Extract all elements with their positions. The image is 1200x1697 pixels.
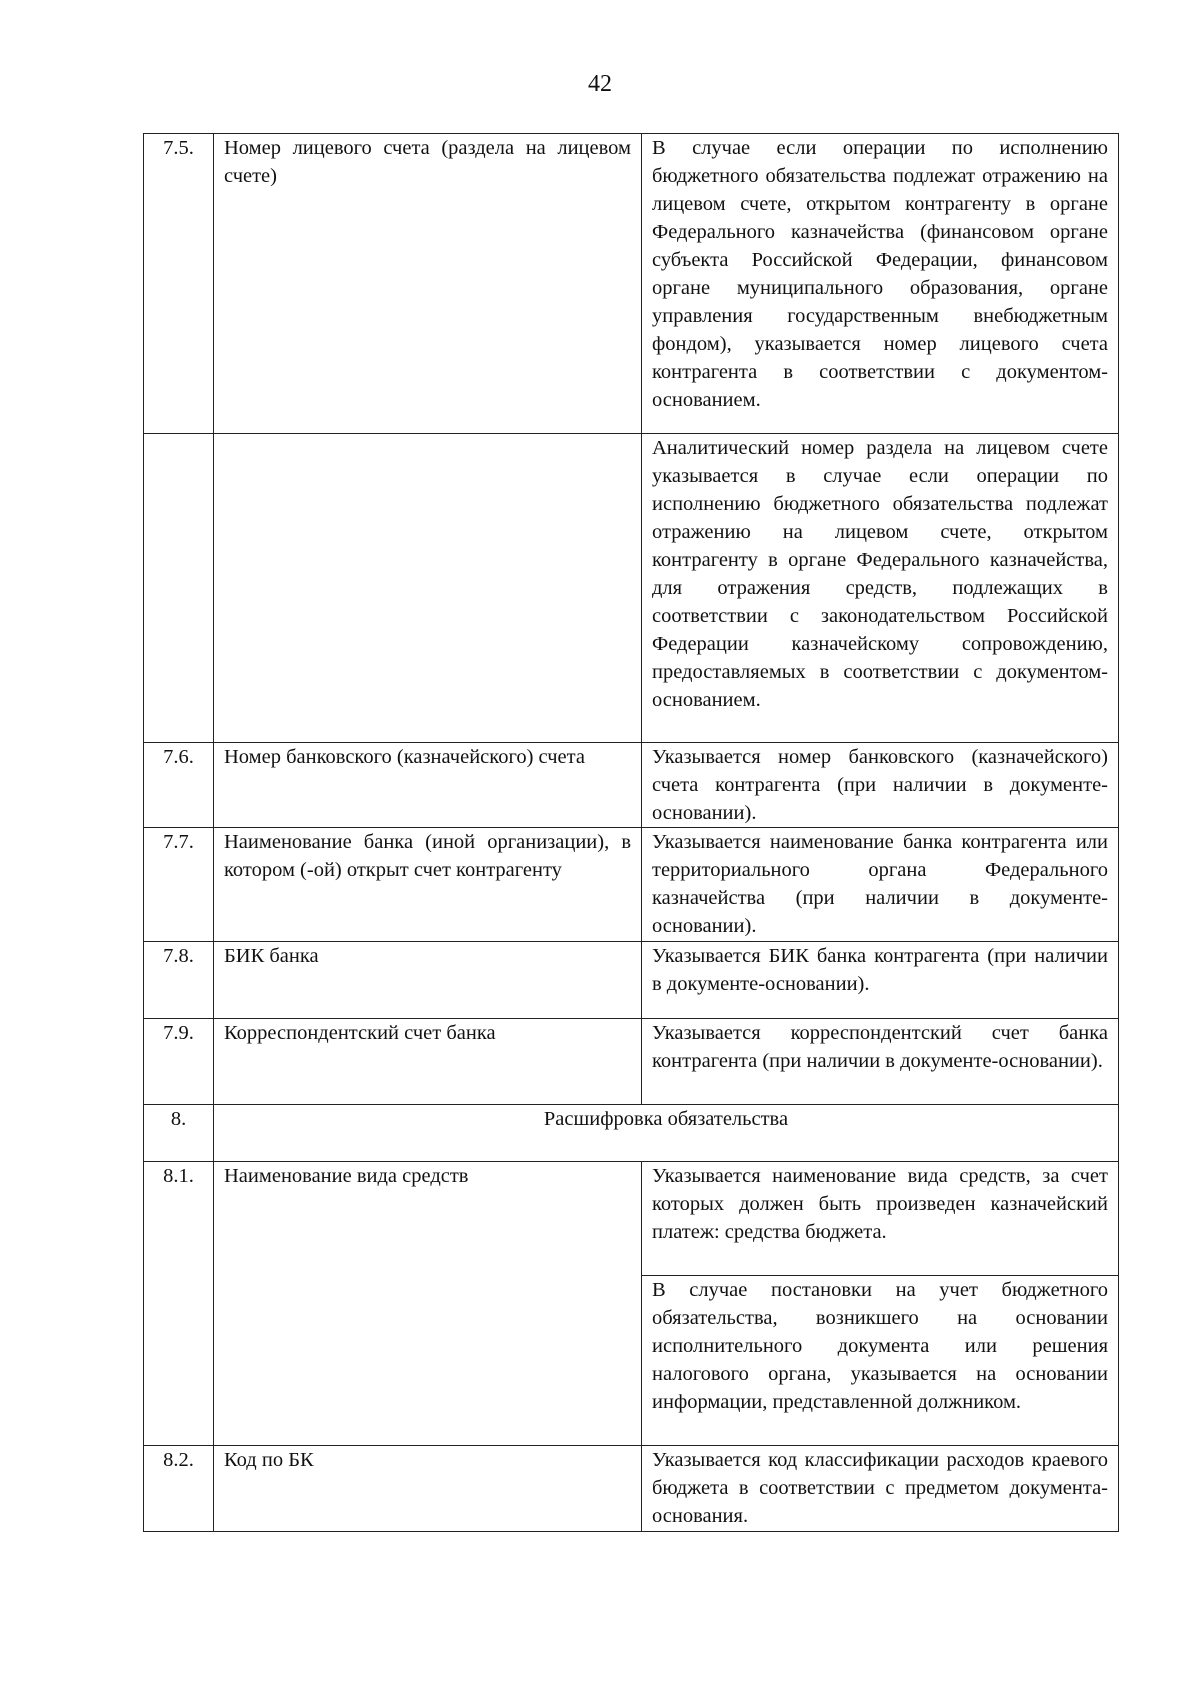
table-row	[144, 1019, 1119, 1105]
field-name: Наименование вида средств	[214, 1162, 642, 1446]
row-number: 8.1.	[144, 1162, 214, 1446]
row-number: 7.6.	[144, 743, 214, 828]
table-row	[144, 134, 1119, 434]
table-row	[144, 942, 1119, 1019]
section-row	[144, 1105, 1119, 1162]
field-description: Указывается код классификации расходов краевого бюджета в соответствии с предметом документа-основания.	[642, 1446, 1119, 1532]
field-name: Код по БК	[214, 1446, 642, 1532]
field-name: Номер лицевого счета (раздела на лицевом счете)	[214, 134, 642, 434]
field-description: Указывается номер банковского (казначейского) счета контрагента (при наличии в документе-основании).	[642, 743, 1119, 828]
row-number: 7.8.	[144, 942, 214, 1019]
field-description: Указывается БИК банка контрагента (при наличии в документе-основании).	[642, 942, 1119, 1019]
field-description: В случае постановки на учет бюджетного обязательства, возникшего на основании исполнительного документа или решения налогового органа, указывается на основании информации, представленной должником.	[642, 1276, 1119, 1446]
field-description: Указывается наименование вида средств, за счет которых должен быть произведен казначейский платеж: средства бюджета.	[642, 1162, 1119, 1276]
row-number: 8.	[144, 1105, 214, 1162]
section-title: Расшифровка обязательства	[214, 1105, 1119, 1162]
field-description: Указывается наименование банка контрагента или территориального органа Федерального казначейства (при наличии в документе-основании).	[642, 828, 1119, 942]
field-name: Номер банковского (казначейского) счета	[214, 743, 642, 828]
field-description: В случае если операции по исполнению бюджетного обязательства подлежат отражению на лицевом счете, открытом контрагенту в органе Федерального казначейства (финансовом органе субъекта Российской Федерации, финансовом органе муниципального образования, органе управления государственным внебюджетным фондом), указывается номер лицевого счета контрагента в соответствии с документом-основанием.	[642, 134, 1119, 434]
row-number: 7.5.	[144, 134, 214, 434]
table-row	[144, 743, 1119, 828]
table-row	[144, 1162, 1119, 1276]
table-row	[144, 434, 1119, 743]
requirements-table	[143, 133, 1119, 1532]
field-name-empty	[214, 434, 642, 743]
table-row	[144, 828, 1119, 942]
row-number: 7.9.	[144, 1019, 214, 1105]
field-description: Указывается корреспондентский счет банка контрагента (при наличии в документе-основании).	[642, 1019, 1119, 1105]
field-description: Аналитический номер раздела на лицевом счете указывается в случае если операции по исполнению бюджетного обязательства подлежат отражению на лицевом счете, открытом контрагенту в органе Федерального казначейства, для отражения средств, подлежащих в соответствии с законодательством Российской Федерации казначейскому сопровождению, предоставляемых в соответствии с документом-основанием.	[642, 434, 1119, 743]
field-name: Наименование банка (иной организации), в котором (-ой) открыт счет контрагенту	[214, 828, 642, 942]
row-number: 7.7.	[144, 828, 214, 942]
page-number: 42	[588, 71, 612, 97]
table-row	[144, 1446, 1119, 1532]
field-name: Корреспондентский счет банка	[214, 1019, 642, 1105]
row-number: 8.2.	[144, 1446, 214, 1532]
field-name: БИК банка	[214, 942, 642, 1019]
row-number-empty	[144, 434, 214, 743]
